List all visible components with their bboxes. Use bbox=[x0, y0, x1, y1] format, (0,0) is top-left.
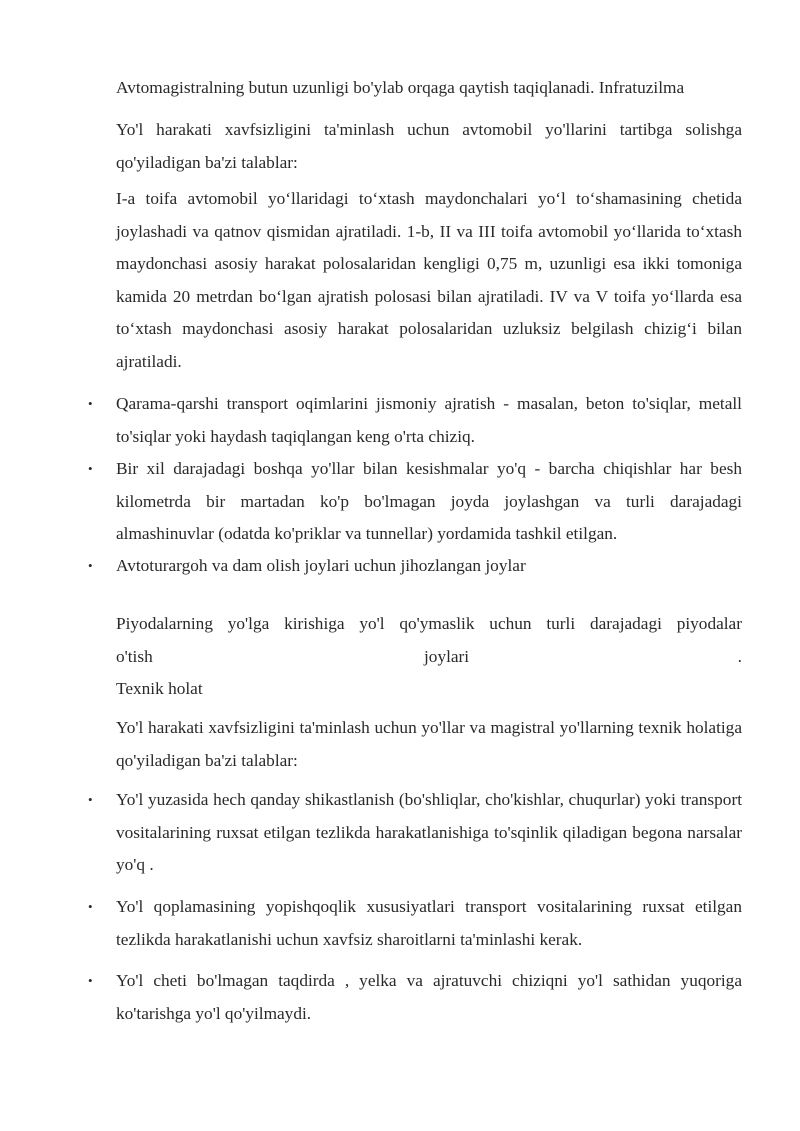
paragraph-pedestrian bbox=[116, 608, 742, 673]
bullet-marker: • bbox=[88, 792, 93, 807]
heading-text: Texnik holat bbox=[116, 679, 203, 698]
list-item-text: Yo'l cheti bo'lmagan taqdirda , yelka va ajratuvchi chiziqni yo'l sathidan yuqoriga ko'tarishga yo'l qo'yilmaydi. bbox=[116, 971, 742, 1023]
bullet-marker: • bbox=[88, 899, 93, 914]
paragraph-line bbox=[116, 641, 742, 674]
list-item-text: Yo'l yuzasida hech qanday shikastlanish (bo'shliqlar, cho'kishlar, chuqurlar) yoki transport vositalarining ruxsat etilgan tezlikda harakatlanishiga to'sqinlik qiladigan begona narsalar yo'q . bbox=[116, 790, 742, 874]
list-item bbox=[116, 891, 742, 956]
word: o'tish bbox=[116, 646, 153, 666]
list-item-text: Qarama-qarshi transport oqimlarini jismoniy ajratish - masalan, beton to'siqlar, metall to'siqlar yoki haydash taqiqlangan keng o'rta chiziq. bbox=[116, 394, 742, 446]
paragraph-line: Piyodalarning yo'lga kirishiga yo'l qo'ymaslik uchun turli darajadagi piyodalar bbox=[116, 614, 742, 633]
bullet-marker: • bbox=[88, 558, 93, 573]
list-item-text: Yo'l qoplamasining yopishqoqlik xususiyatlari transport vositalarining ruxsat etilgan tezlikda harakatlanishi uchun xavfsiz sharoitlarni ta'minlashi kerak. bbox=[116, 897, 742, 949]
paragraph-parking-areas bbox=[116, 183, 742, 378]
paragraph-text: Yo'l harakati xavfsizligini ta'minlash uchun avtomobil yo'llarini tartibga solishga qo'yiladigan ba'zi talablar: bbox=[116, 120, 742, 172]
list-item-text: Avtoturargoh va dam olish joylari uchun jihozlangan joylar bbox=[116, 556, 526, 575]
paragraph-requirements-intro bbox=[116, 114, 742, 179]
word: joylari bbox=[424, 646, 470, 666]
list-item bbox=[116, 965, 742, 1030]
paragraph-text: Yo'l harakati xavfsizligini ta'minlash uchun yo'llar va magistral yo'llarning texnik holatiga qo'yiladigan ba'zi talablar: bbox=[116, 718, 742, 770]
bullet-marker: • bbox=[88, 461, 93, 476]
list-item bbox=[116, 550, 742, 583]
bullet-marker: • bbox=[88, 973, 93, 988]
list-item bbox=[116, 388, 742, 453]
list-item bbox=[116, 784, 742, 882]
paragraph-text: Avtomagistralning butun uzunligi bo'ylab orqaga qaytish taqiqlanadi. Infratuzilma bbox=[116, 78, 685, 97]
paragraph-text: I-a toifa avtomobil yo‘llaridagi to‘xtash maydonchalari yo‘l to‘shamasining chetida joylashadi va qatnov qismidan ajratiladi. 1-b, II va III toifa avtomobil yo‘llarida to‘xtash maydonchasi asosiy harakat polosalaridan kengligi 0,75 m, uzunligi esa ikki tomoniga kamida 20 metrdan bo‘lgan ajratish polosasi bilan ajratiladi. IV va V toifa yo‘llarda esa to‘xtash maydonchasi asosiy harakat polosalaridan uzluksiz belgilash chizig‘i bilan ajratiladi. bbox=[116, 189, 742, 371]
paragraph-intro bbox=[116, 72, 742, 105]
paragraph-technical-intro bbox=[116, 712, 742, 777]
list-item bbox=[116, 453, 742, 551]
list-item-text: Bir xil darajadagi boshqa yo'llar bilan kesishmalar yo'q - barcha chiqishlar har besh kilometrda bir martadan ko'p bo'lmagan joyda joylashgan va turli darajadagi almashinuvlar (odatda ko'priklar va tunnellar) yordamida tashkil etilgan. bbox=[116, 459, 742, 543]
bullet-marker: • bbox=[88, 396, 93, 411]
word: . bbox=[737, 646, 742, 666]
section-heading bbox=[116, 673, 742, 706]
